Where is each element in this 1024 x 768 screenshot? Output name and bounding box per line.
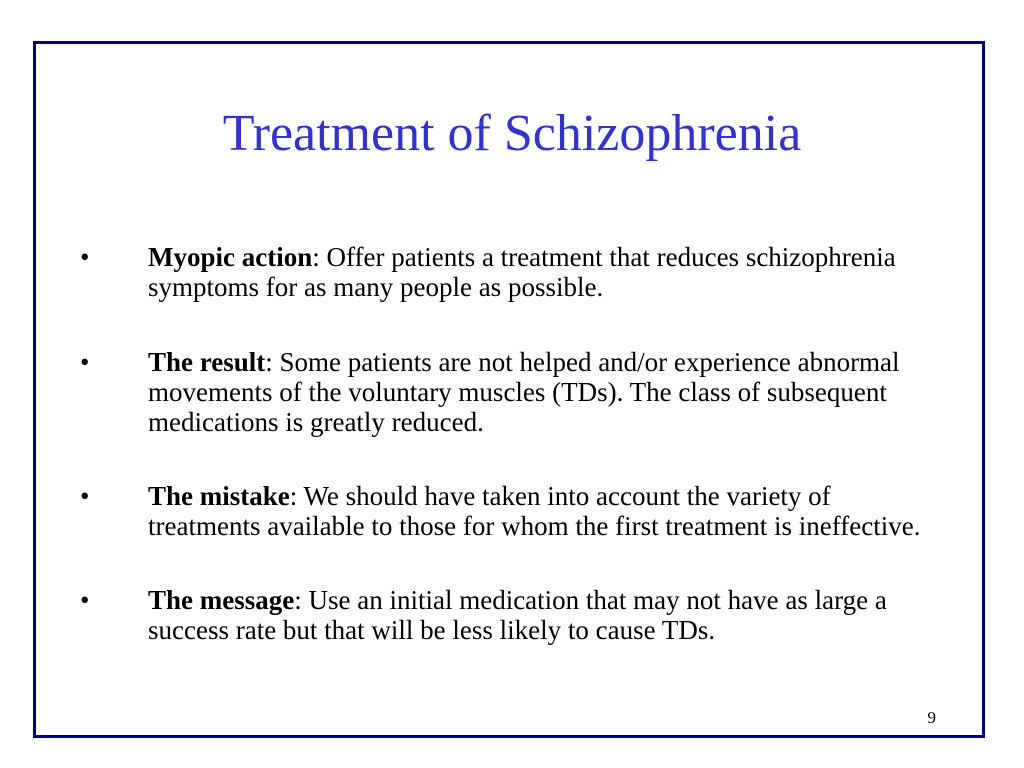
bullet-item-myopic-action [0,242,1024,302]
slide-title: Treatment of Schizophrenia [222,105,802,162]
bullet-text: Use an initial medication that may not have as large a success rate but that will be less likely to cause TDs. [148,585,887,645]
bullet-item-the-result [0,347,1024,437]
bullet-term: The result [148,347,266,377]
bullet-item-the-mistake [0,481,1024,541]
bullet-separator: : [312,242,320,272]
bullet-text: We should have taken into account the variety of treatments available to those for whom the first treatment is ineffective. [148,481,921,541]
bullet-dot: • [80,347,90,377]
bullet-term: The mistake [148,481,290,511]
bullet-separator: : [289,481,298,511]
bullet-dot: • [80,481,90,511]
bullet-text: Offer patients a treatment that reduces schizophrenia symptoms for as many people as possible. [148,242,896,302]
bullet-text: Some patients are not helped and/or experience abnormal movements of the voluntary muscles (TDs). The class of subsequent medications is greatly reduced. [148,347,900,437]
bullet-list [0,242,1024,689]
page-number: 9 [927,708,936,727]
bullet-item-the-message [0,585,1024,645]
bullet-term: Myopic action [148,242,313,272]
bullet-dot: • [80,585,90,615]
bullet-term: The message [148,585,295,615]
bullet-dot: • [80,242,90,272]
bullet-separator: : [265,347,273,377]
bullet-separator: : [294,585,302,615]
